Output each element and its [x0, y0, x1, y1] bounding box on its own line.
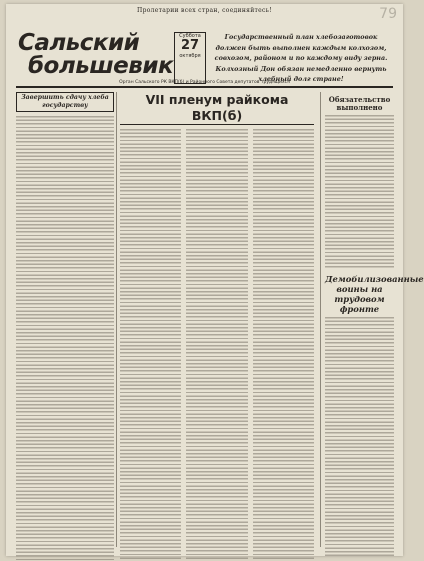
- publisher-line: Орган Сальского РК ВКП(б) и Районного Совета депутатов трудящихся: [119, 80, 290, 85]
- middle-column: [120, 92, 314, 547]
- issue-month: октября: [179, 53, 201, 59]
- pledge-headline: Обязательство выполнено: [328, 95, 391, 112]
- masthead: [16, 24, 393, 88]
- left-column: [16, 92, 114, 547]
- title-line-2: большевик: [28, 53, 174, 79]
- pledge-article-body: [325, 115, 394, 270]
- issue-day: 27: [180, 38, 200, 53]
- plenum-headline: VII пленум райкома ВКП(б): [120, 92, 314, 125]
- veterans-article-body: [325, 317, 394, 557]
- issue-weekday: Суббота: [179, 33, 201, 39]
- right-column: [320, 92, 424, 547]
- plenum-article-body: [120, 129, 314, 559]
- plenum-text-col-3: [253, 129, 314, 559]
- newspaper-title: [18, 30, 174, 79]
- plenum-text-col-2: [186, 129, 247, 559]
- issue-info-box: [174, 32, 206, 84]
- veterans-headline: Демобилизованные воины на трудовом фронте: [325, 274, 424, 314]
- masthead-slogan: Государственный план хлебозаготовок должен быть выполнен каждым колхозом, совхозом, районом и по каждому виду зерна. Колхозный Дон обязан немедленно вернуть хлебный долг стране!: [214, 33, 388, 83]
- archive-page-number: 79: [379, 6, 397, 22]
- newspaper-page: [6, 4, 424, 556]
- left-article-headline: Завершить сдачу хлеба государству: [16, 92, 114, 112]
- title-line-1: Сальский: [18, 30, 140, 56]
- left-article-body: [16, 116, 114, 561]
- column-divider: [116, 92, 117, 547]
- newspaper-motto: Пролетарии всех стран, соединяйтесь!: [137, 7, 272, 14]
- plenum-text-col-1: [120, 129, 181, 559]
